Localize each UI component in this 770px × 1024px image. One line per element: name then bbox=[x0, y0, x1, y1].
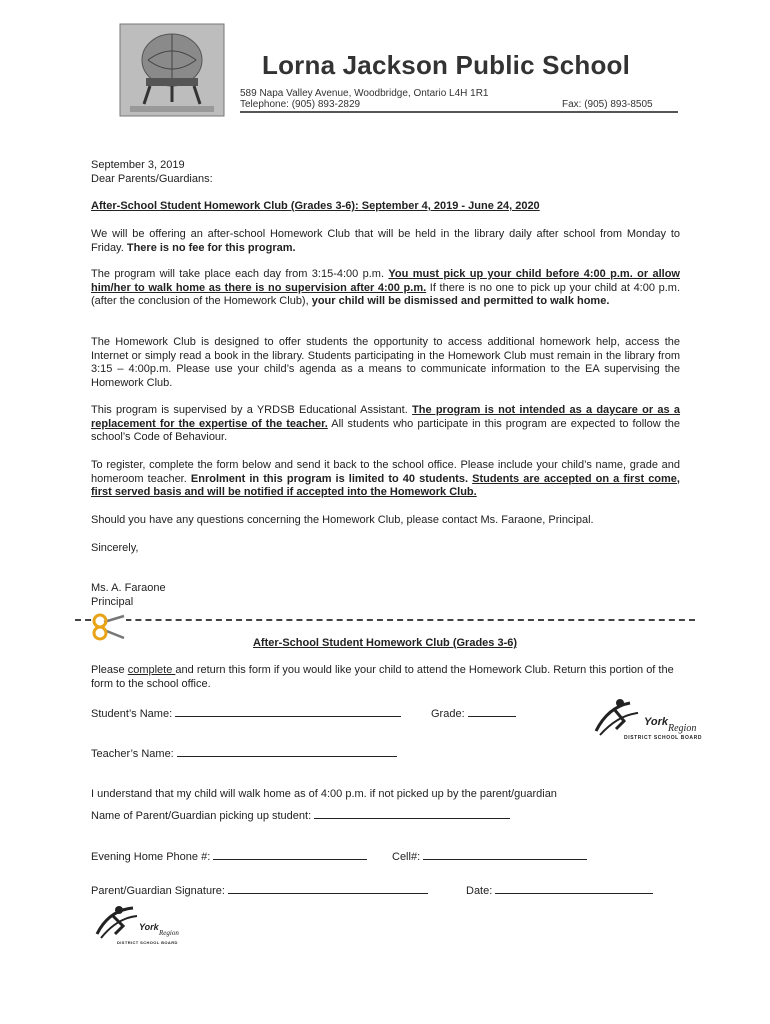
york-region-logo bbox=[590, 695, 710, 741]
closing: Sincerely, bbox=[91, 542, 139, 554]
date-label: Date: bbox=[466, 885, 493, 897]
grade-field[interactable] bbox=[431, 706, 516, 720]
district-word: DISTRICT SCHOOL BOARD bbox=[624, 735, 703, 741]
svg-text:Region: Region bbox=[159, 929, 179, 937]
p5-text: To register, complete the form below and send it back to the school office. Please include your child’s name, grade and homeroom teacher. bbox=[91, 459, 680, 485]
school-name: Lorna Jackson Public School bbox=[262, 50, 631, 80]
parent-name-label: Name of Parent/Guardian picking up student: bbox=[91, 810, 312, 822]
p4-text: This program is supervised by a YRDSB Educational Assistant. bbox=[91, 404, 413, 416]
p2-text: The program will take place each day from 3:15-4:00 p.m. bbox=[91, 268, 389, 280]
cell-field[interactable] bbox=[392, 849, 587, 863]
header-rule bbox=[240, 111, 678, 113]
svg-text:DISTRICT SCHOOL BOARD: DISTRICT SCHOOL BOARD bbox=[117, 940, 178, 945]
form-title: After-School Student Homework Club (Grades 3-6) bbox=[252, 637, 518, 649]
school-telephone: Telephone: (905) 893-2829 bbox=[240, 99, 361, 110]
cut-line bbox=[75, 619, 695, 621]
grade-blank[interactable] bbox=[468, 706, 516, 717]
paragraph-offering bbox=[91, 228, 680, 255]
region-word: Region bbox=[668, 723, 697, 734]
signature-label: Parent/Guardian Signature: bbox=[91, 885, 225, 897]
grade-label: Grade: bbox=[431, 708, 465, 720]
student-name-label: Student’s Name: bbox=[91, 708, 173, 720]
school-logo bbox=[118, 22, 226, 118]
p5-first-come: Students are accepted on a first come, first served basis and will be notified if accepted into the Homework Club. bbox=[91, 472, 680, 499]
paragraph-supervision bbox=[91, 404, 680, 445]
parent-name-field[interactable] bbox=[91, 808, 510, 822]
salutation: Dear Parents/Guardians: bbox=[91, 173, 213, 185]
signature-blank[interactable] bbox=[228, 883, 428, 894]
signer-title: Principal bbox=[91, 596, 134, 608]
home-phone-label: Evening Home Phone #: bbox=[91, 851, 211, 863]
p5-limit: Enrolment in this program is limited to 40 students. bbox=[190, 472, 469, 485]
teacher-name-blank[interactable] bbox=[177, 746, 397, 757]
signature-field[interactable] bbox=[91, 883, 428, 897]
p1-bold: There is no fee for this program. bbox=[126, 241, 296, 254]
paragraph-questions: Should you have any questions concerning the Homework Club, please contact Ms. Faraone, Principal. bbox=[91, 514, 594, 526]
york-region-logo-small bbox=[93, 904, 188, 948]
date-blank[interactable] bbox=[495, 883, 653, 894]
date-field[interactable] bbox=[466, 883, 653, 897]
p4-daycare-notice: The program is not intended as a daycare or as a replacement for the expertise of the teacher. bbox=[91, 404, 680, 430]
student-name-blank[interactable] bbox=[175, 706, 401, 717]
cell-label: Cell#: bbox=[392, 851, 421, 863]
york-word: York bbox=[644, 716, 669, 728]
school-address: 589 Napa Valley Avenue, Woodbridge, Ontario L4H 1R1 bbox=[240, 88, 489, 99]
p2-dismissal-notice: your child will be dismissed and permitted to walk home. bbox=[311, 295, 610, 308]
teacher-name-field[interactable] bbox=[91, 746, 397, 760]
parent-name-blank[interactable] bbox=[314, 808, 510, 819]
svg-text:York: York bbox=[139, 922, 159, 932]
p2-pickup-notice: You must pick up your child before 4:00 p.m. or allow him/her to walk home as there is no supervision after 4:00 p.m. bbox=[91, 268, 680, 294]
letter-date: September 3, 2019 bbox=[91, 159, 185, 171]
walk-home-statement: I understand that my child will walk home as of 4:00 p.m. if not picked up by the parent/guardian bbox=[91, 788, 557, 800]
student-name-field[interactable] bbox=[91, 706, 401, 720]
p2-text-2: If there is no one to pick up your child at 4:00 p.m. (after the conclusion of the Homework Club), bbox=[91, 281, 680, 308]
paragraph-register bbox=[91, 459, 680, 500]
teacher-name-label: Teacher’s Name: bbox=[91, 748, 174, 760]
p1-text: We will be offering an after-school Homework Club that will be held in the library daily after school from Monday to Friday. bbox=[91, 228, 680, 254]
letter-subject: After-School Student Homework Club (Grades 3-6): September 4, 2019 - June 24, 2020 bbox=[91, 200, 540, 212]
p4-text-2: All students who participate in this program are expected to follow the school’s Code of Behaviour. bbox=[91, 417, 680, 444]
paragraph-purpose: The Homework Club is designed to offer students the opportunity to access additional homework help, access the Internet or simply read a book in the library. Students participating in the Homework Club must remain in the library from 3:15 – 4:00p.m. Please use your child’s agenda as a means to communicate information to the EA supervising the Homework Club. bbox=[91, 336, 680, 389]
school-fax: Fax: (905) 893-8505 bbox=[562, 99, 653, 110]
home-phone-field[interactable] bbox=[91, 849, 367, 863]
form-intro: Please complete and return this form if you would like your child to attend the Homework Club. Return this portion of the form to the school office. bbox=[91, 664, 674, 690]
home-phone-blank[interactable] bbox=[213, 849, 367, 860]
cell-blank[interactable] bbox=[423, 849, 587, 860]
complete-word: complete bbox=[127, 664, 176, 676]
signer-name: Ms. A. Faraone bbox=[91, 582, 166, 594]
paragraph-schedule bbox=[91, 268, 680, 309]
